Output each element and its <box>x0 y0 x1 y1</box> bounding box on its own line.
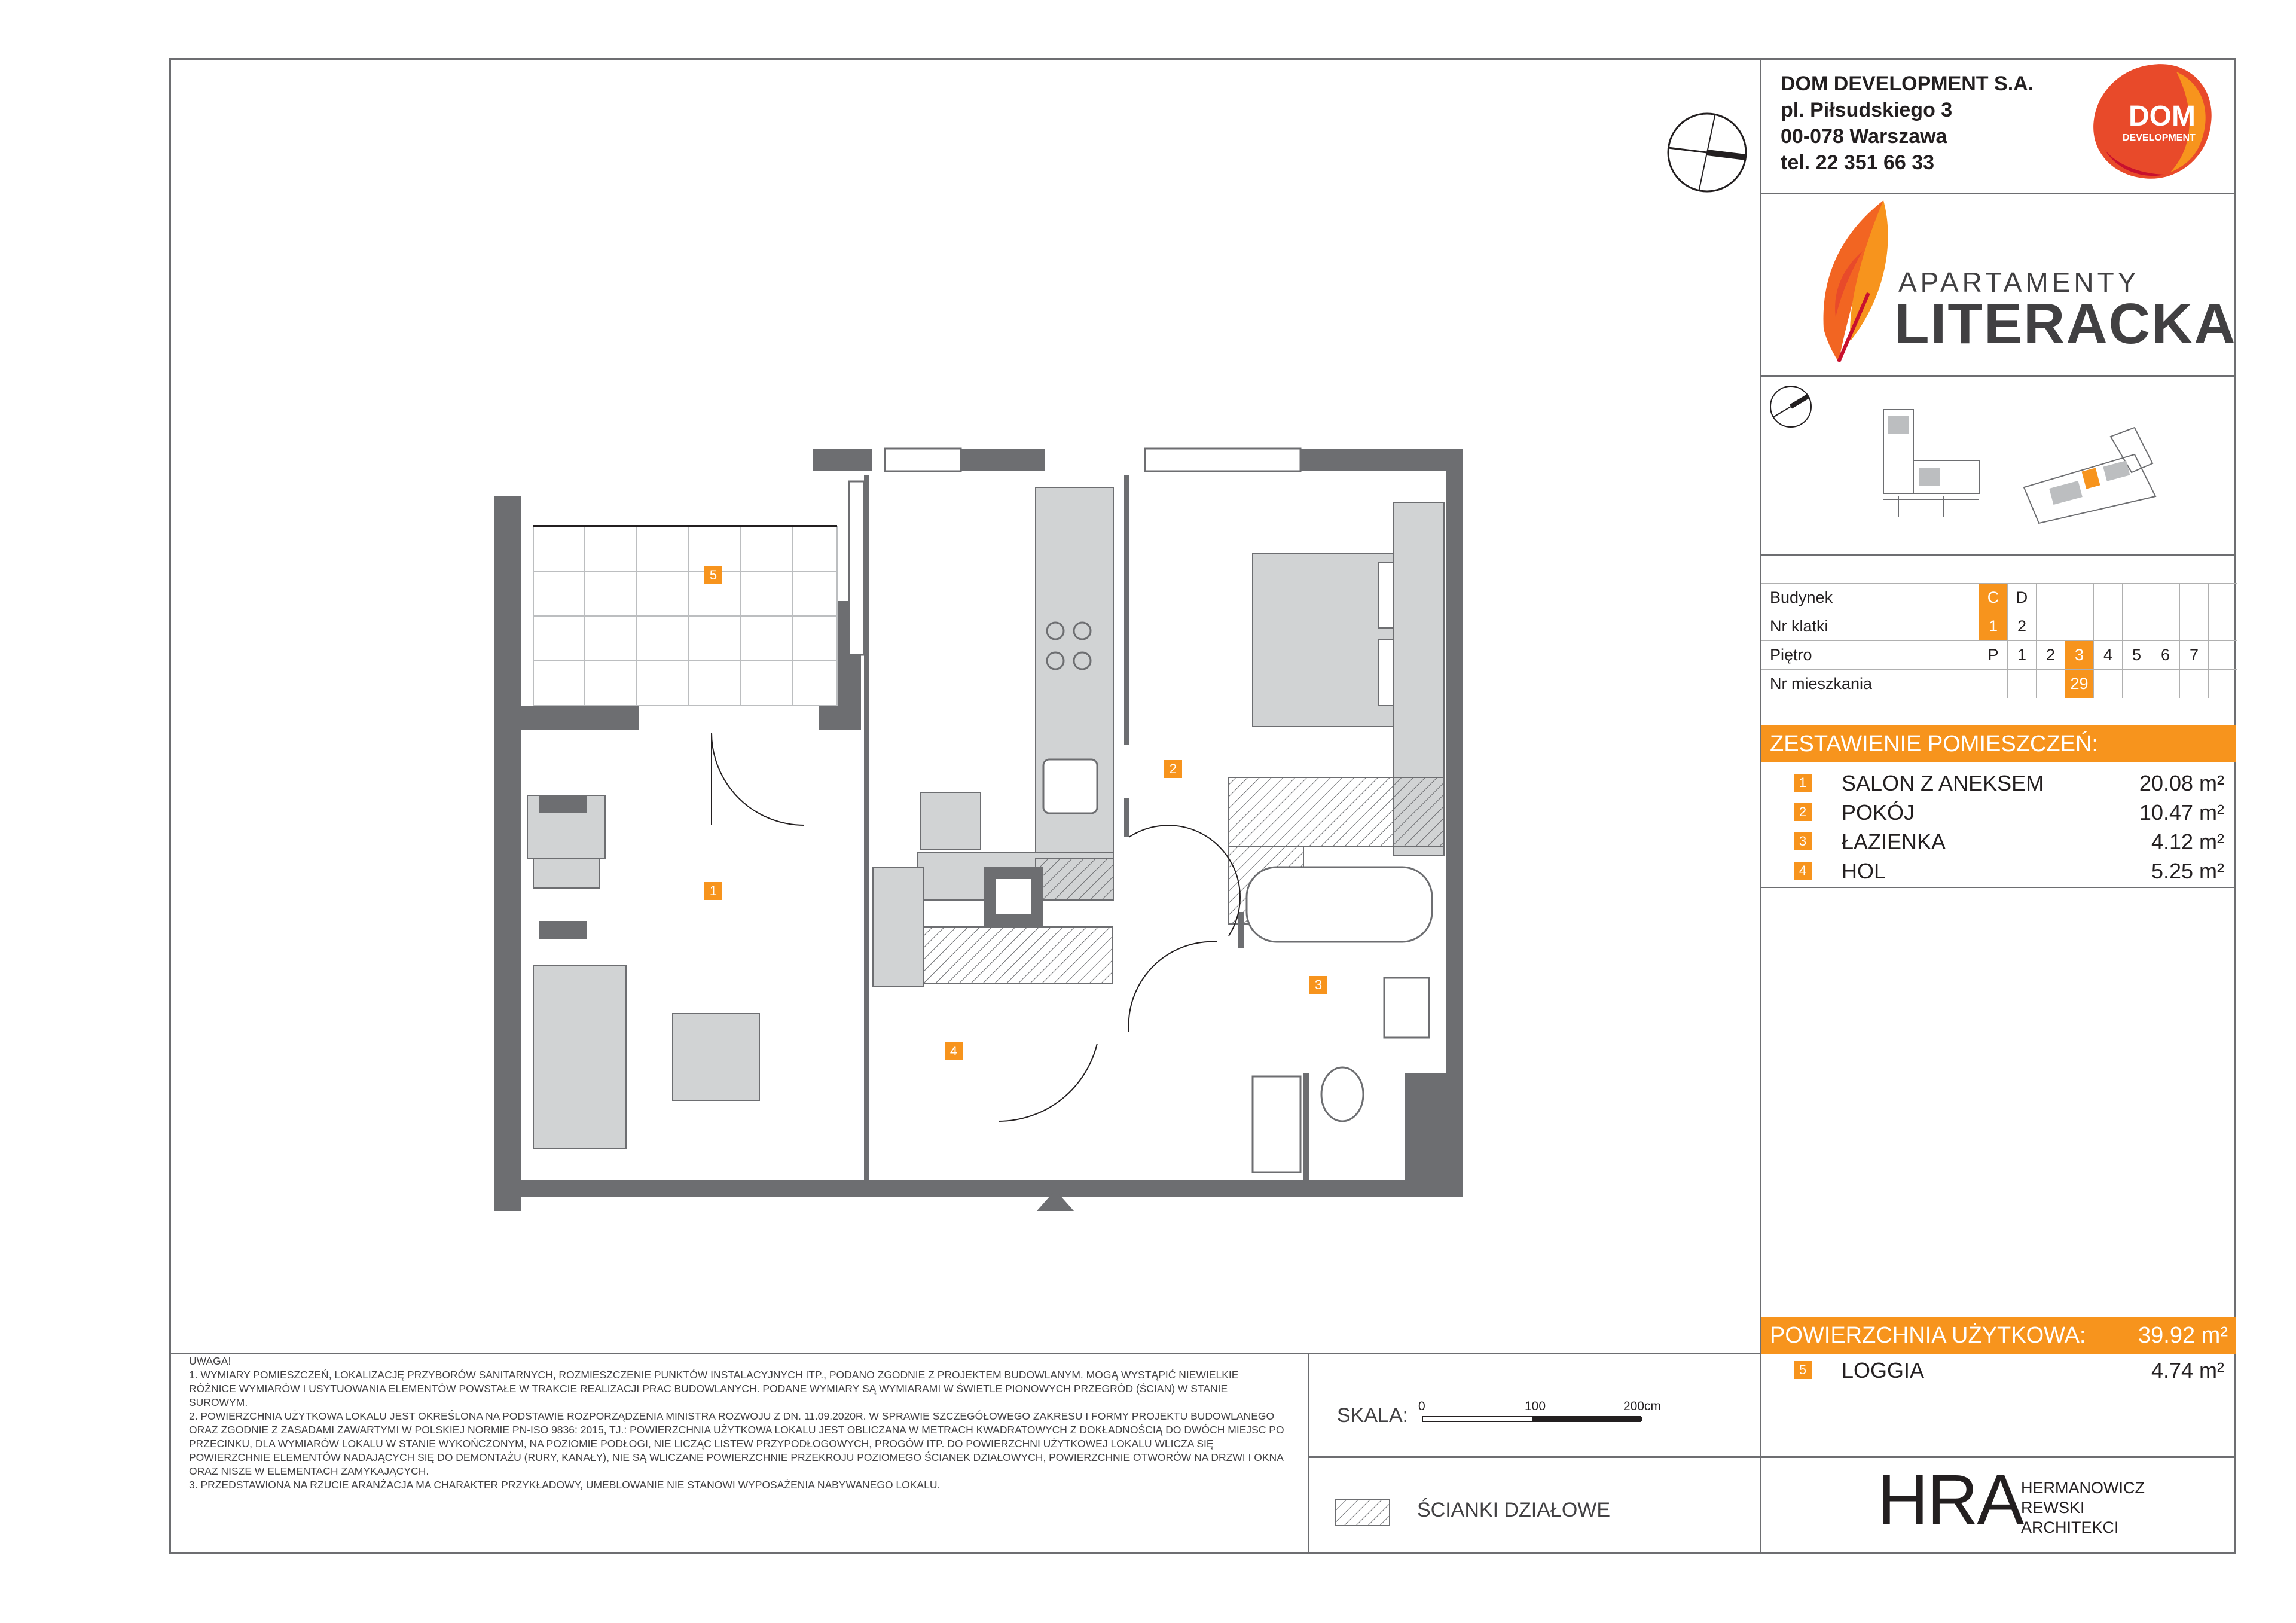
loggia-row <box>1761 1356 2236 1385</box>
table-cell <box>2094 584 2123 612</box>
partition-hatch <box>1229 777 1444 846</box>
room-row <box>1761 828 2236 856</box>
key-plan-site <box>1871 401 1985 520</box>
table-cell: 2 <box>2037 641 2065 670</box>
table-cell <box>2037 612 2065 641</box>
legend-hatch-swatch <box>1335 1499 1390 1526</box>
notes-title: UWAGA! <box>189 1355 231 1367</box>
rooms-header-label: ZESTAWIENIE POMIESZCZEŃ: <box>1770 731 2098 756</box>
plan-tag-2: 2 <box>1164 760 1182 778</box>
wardrobe <box>873 867 924 987</box>
scale-bar <box>1422 1416 1641 1422</box>
shaft-opening <box>996 879 1031 914</box>
table-row <box>1761 670 2237 698</box>
loggia-name: LOGGIA <box>1842 1358 1925 1383</box>
scale-tick-0: 0 <box>1418 1399 1425 1413</box>
feather-icon <box>1806 197 1904 371</box>
note-item: 1. WYMIARY POMIESZCZEŃ, LOKALIZACJĘ PRZYBORÓW SANITARNYCH, ROZMIESZCZENIE PUNKTÓW INSTALACYJNYCH ITP., PODANO ZGODNIE Z PROJEKTEM BUDOWLANYM. MOGĄ WYSTĄPIĆ NIEWIELKIE RÓŻNICE WYMIARÓW I USYTUOWANIA ELEMENTÓW POWSTAŁE W TRAKCIE REALIZACJI PRAC BUDOWLANYCH. PODANE WYMIARY SĄ WYMIARAMI W ŚWIETLE PIONOWYCH PRZEGRÓD (ŚCIAN) W STANIE SUROWYM. <box>189 1369 1239 1408</box>
table-row <box>1761 612 2237 641</box>
scale-bar-fill <box>1532 1417 1642 1421</box>
living-furniture <box>527 795 759 1148</box>
table-cell <box>2123 670 2151 698</box>
loggia-area: 4.74 m² <box>2151 1358 2224 1383</box>
notes <box>189 1354 1284 1492</box>
table-cell <box>2151 584 2180 612</box>
room-row <box>1761 769 2236 798</box>
row-label: Budynek <box>1761 584 1979 612</box>
dom-development-logo <box>2087 60 2218 185</box>
room-row <box>1761 798 2236 827</box>
total-area-value: 39.92 m² <box>2138 1323 2228 1348</box>
sidebar-line-2 <box>1760 375 2236 377</box>
table-cell <box>2065 584 2094 612</box>
sidebar-line-1 <box>1760 193 2236 194</box>
room-number: 4 <box>1794 862 1812 880</box>
company-info <box>1781 71 2034 176</box>
footer-mid-line <box>1308 1456 1760 1458</box>
scale-label: SKALA: <box>1337 1404 1409 1427</box>
project-title: LITERACKA <box>1894 292 2237 356</box>
table-cell: 1 <box>1979 612 2008 641</box>
table-cell: C <box>1979 584 2008 612</box>
room-name: SALON Z ANEKSEM <box>1842 771 2044 795</box>
table-cell: 3 <box>2065 641 2094 670</box>
table-cell: 6 <box>2151 641 2180 670</box>
table-cell: 29 <box>2065 670 2094 698</box>
plan-tag-5: 5 <box>704 566 722 584</box>
scale-tick-200: 200cm <box>1623 1399 1662 1413</box>
table-cell <box>2094 670 2123 698</box>
table-cell <box>2037 584 2065 612</box>
room-row <box>1761 857 2236 886</box>
room-name: ŁAZIENKA <box>1842 829 1946 854</box>
footer-divider <box>1308 1354 1309 1554</box>
architect-name <box>2021 1478 2145 1537</box>
table-cell <box>2209 670 2237 698</box>
table-cell <box>2123 612 2151 641</box>
kitchen-sink-icon <box>1043 759 1097 813</box>
table-cell <box>2209 584 2237 612</box>
plan-tag-1: 1 <box>704 882 722 900</box>
location-table <box>1761 583 2237 698</box>
room-area: 4.12 m² <box>2151 829 2224 854</box>
table-cell <box>2209 612 2237 641</box>
total-area-bar <box>1761 1317 2236 1354</box>
compass-icon <box>1662 111 1752 194</box>
washbasin-icon <box>1384 978 1429 1038</box>
project-subtitle: APARTAMENTY <box>1898 267 2140 298</box>
kitchen-counter <box>918 487 1113 900</box>
key-plan-compass-icon <box>1767 383 1815 431</box>
company-name: DOM DEVELOPMENT S.A. <box>1781 72 2034 95</box>
table-cell <box>2180 670 2209 698</box>
footer-bottom-sidebar <box>1760 1456 2236 1458</box>
key-plan-building <box>2015 419 2164 526</box>
room-name: HOL <box>1842 859 1886 883</box>
plan-tag-3: 3 <box>1309 976 1327 994</box>
table-row <box>1761 641 2237 670</box>
table-cell <box>2037 670 2065 698</box>
toilet-icon <box>1321 1067 1363 1121</box>
legend-label: ŚCIANKI DZIAŁOWE <box>1417 1499 1611 1521</box>
architect-logo: HRA <box>1877 1460 2023 1539</box>
table-cell <box>2209 641 2237 670</box>
partition-hatch <box>921 927 1112 984</box>
architect-line2: REWSKI <box>2021 1499 2085 1517</box>
table-cell <box>2180 584 2209 612</box>
table-cell: 2 <box>2008 612 2037 641</box>
table-cell: 4 <box>2094 641 2123 670</box>
table-cell <box>1979 670 2008 698</box>
table-row <box>1761 584 2237 612</box>
architect-line3: ARCHITEKCI <box>2021 1518 2119 1536</box>
table-cell <box>2094 612 2123 641</box>
table-cell: 7 <box>2180 641 2209 670</box>
company-phone: tel. 22 351 66 33 <box>1781 151 1935 174</box>
note-item: 2. POWIERZCHNIA UŻYTKOWA LOKALU JEST OKREŚLONA NA PODSTAWIE ROZPORZĄDZENIA MINISTRA ROZWOJU Z DN. 11.09.2020R. W SPRAWIE SZCZEGÓŁOWEGO ZAKRESU I FORMY PROJEKTU BUDOWLANEGO ORAZ ZGODNIE Z ZASADAMI ZAWARTYMI W POLSKIEJ NORMIE PN-ISO 9836: 2015, TJ.: POWIERZCHNIA UŻYTKOWA LOKALU JEST OBLICZANA W METRACH KWADRATOWYCH Z DOKŁADNOŚCIĄ DO DWÓCH MIEJSC PO PRZECINKU, DLA WYMIARÓW LOKALU W STANIE WYKOŃCZONYM, NA POZIOMIE PODŁOGI, NIE LICZĄC LISTEW PRZYPODŁOGOWYCH, PROGÓW ITP. DO POWIERZCHNI UŻYTKOWEJ LOKALU WLICZA SIĘ POWIERZCHNIE ELEMENTÓW NADAJĄCYCH SIĘ DO DEMONTAŻU (RURY, KANAŁY), NIE SĄ WLICZANE POWIERZCHNIE PRZEKROJU POZIOMEGO ŚCIANEK DZIAŁOWYCH, POWIERZCHNIE OTWORÓW NA DRZWI I OKNA ORAZ NISZE W ELEMENTACH ZAMYKAJĄCYCH. <box>189 1410 1284 1477</box>
table-cell: D <box>2008 584 2037 612</box>
table-cell <box>2151 670 2180 698</box>
table-cell <box>2151 612 2180 641</box>
floor-plan <box>490 434 1471 1211</box>
company-city: 00-078 Warszawa <box>1781 125 1947 148</box>
rooms-bottom-line <box>1760 887 2236 888</box>
note-item: 3. PRZEDSTAWIONA NA RZUCIE ARANŻACJA MA CHARAKTER PRZYKŁADOWY, UMEBLOWANIE NIE STANOWI WYPOSAŻENIA NABYWANEGO LOKALU. <box>189 1479 941 1491</box>
table-cell <box>2180 612 2209 641</box>
loggia-number: 5 <box>1794 1361 1812 1379</box>
logo-dom: DOM <box>2129 100 2196 132</box>
row-label: Nr klatki <box>1761 612 1979 641</box>
room-area: 10.47 m² <box>2139 800 2224 825</box>
table-cell: P <box>1979 641 2008 670</box>
room-number: 2 <box>1794 803 1812 821</box>
room-area: 20.08 m² <box>2139 771 2224 795</box>
loggia-floor <box>533 526 837 706</box>
table-cell <box>2123 584 2151 612</box>
table-cell: 1 <box>2008 641 2037 670</box>
table-cell <box>2065 612 2094 641</box>
sidebar-line-3 <box>1760 554 2236 556</box>
scale-tick-100: 100 <box>1525 1399 1546 1413</box>
row-label: Piętro <box>1761 641 1979 670</box>
washer-icon <box>1253 1076 1300 1172</box>
room-number: 3 <box>1794 832 1812 850</box>
logo-development: DEVELOPMENT <box>2123 133 2196 143</box>
table-cell: 5 <box>2123 641 2151 670</box>
total-area-label: POWIERZCHNIA UŻYTKOWA: <box>1770 1323 2086 1348</box>
plan-tag-4: 4 <box>945 1042 963 1060</box>
architect-line1: HERMANOWICZ <box>2021 1479 2145 1497</box>
room-name: POKÓJ <box>1842 800 1915 825</box>
rooms-header <box>1761 725 2236 762</box>
row-label: Nr mieszkania <box>1761 670 1979 698</box>
table-cell <box>2008 670 2037 698</box>
company-address: pl. Piłsudskiego 3 <box>1781 99 1953 121</box>
room-number: 1 <box>1794 774 1812 792</box>
partition-hatch <box>1036 858 1113 900</box>
bathtub-icon <box>1247 867 1432 942</box>
room-area: 5.25 m² <box>2151 859 2224 883</box>
